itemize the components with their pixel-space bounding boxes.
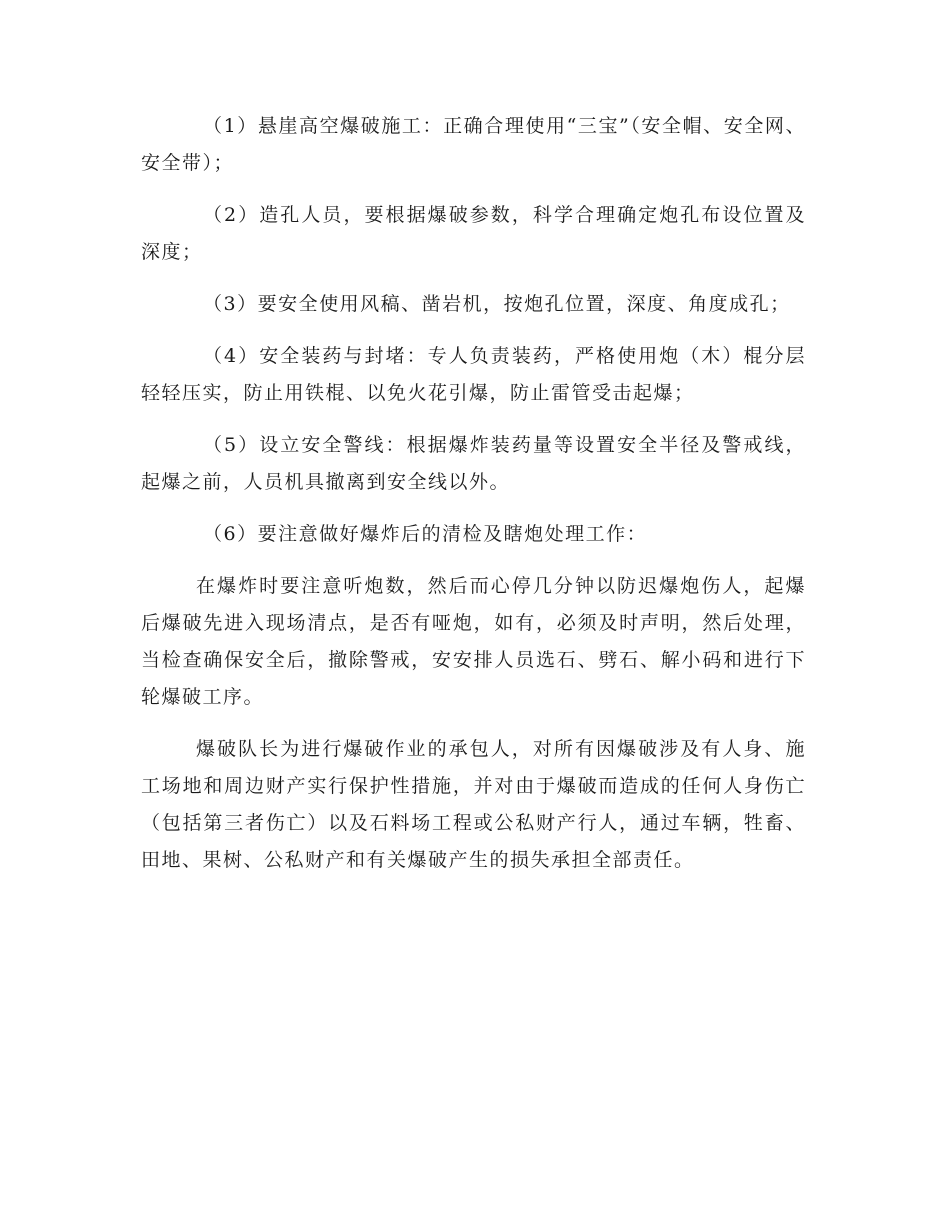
paragraph-item-1: （1）悬崖高空爆破施工：正确合理使用“三宝”（安全帽、安全网、安全带）； bbox=[141, 115, 806, 174]
paragraph-team-leader-responsibility: 爆破队长为进行爆破作业的承包人，对所有因爆破涉及有人身、施工场地和周边财产实行保护性措施，并对由于爆破而造成的任何人身伤亡（包括第三者伤亡）以及石料场工程或公私财产行人，通过车辆，牲畜、田地、果树、公私财产和有关爆破产生的损失承担全部责任。 bbox=[141, 738, 806, 871]
paragraph-post-blast-check: 在爆炸时要注意听炮数，然后而心停几分钟以防迟爆炮伤人，起爆后爆破先进入现场清点，是否有哑炮，如有，必须及时声明，然后处理，当检查确保安全后，撤除警戒，安安排人员选石、劈石、解小码和进行下轮爆破工序。 bbox=[141, 575, 806, 708]
paragraph-item-6: （6）要注意做好爆炸后的清检及瞎炮处理工作： bbox=[203, 523, 648, 545]
document-body bbox=[141, 108, 806, 894]
paragraph-item-3: （3）要安全使用风稿、凿岩机，按炮孔位置，深度、角度成孔； bbox=[203, 293, 791, 315]
paragraph-item-2: （2）造孔人员，要根据爆破参数，科学合理确定炮孔布设位置及深度； bbox=[141, 204, 806, 263]
paragraph-item-4: （4）安全装药与封堵：专人负责装药，严格使用炮（木）棍分层轻轻压实，防止用铁棍、以免火花引爆，防止雷管受击起爆； bbox=[141, 345, 806, 404]
paragraph-item-5: （5）设立安全警线：根据爆炸装药量等设置安全半径及警戒线，起爆之前，人员机具撤离到安全线以外。 bbox=[141, 434, 806, 493]
